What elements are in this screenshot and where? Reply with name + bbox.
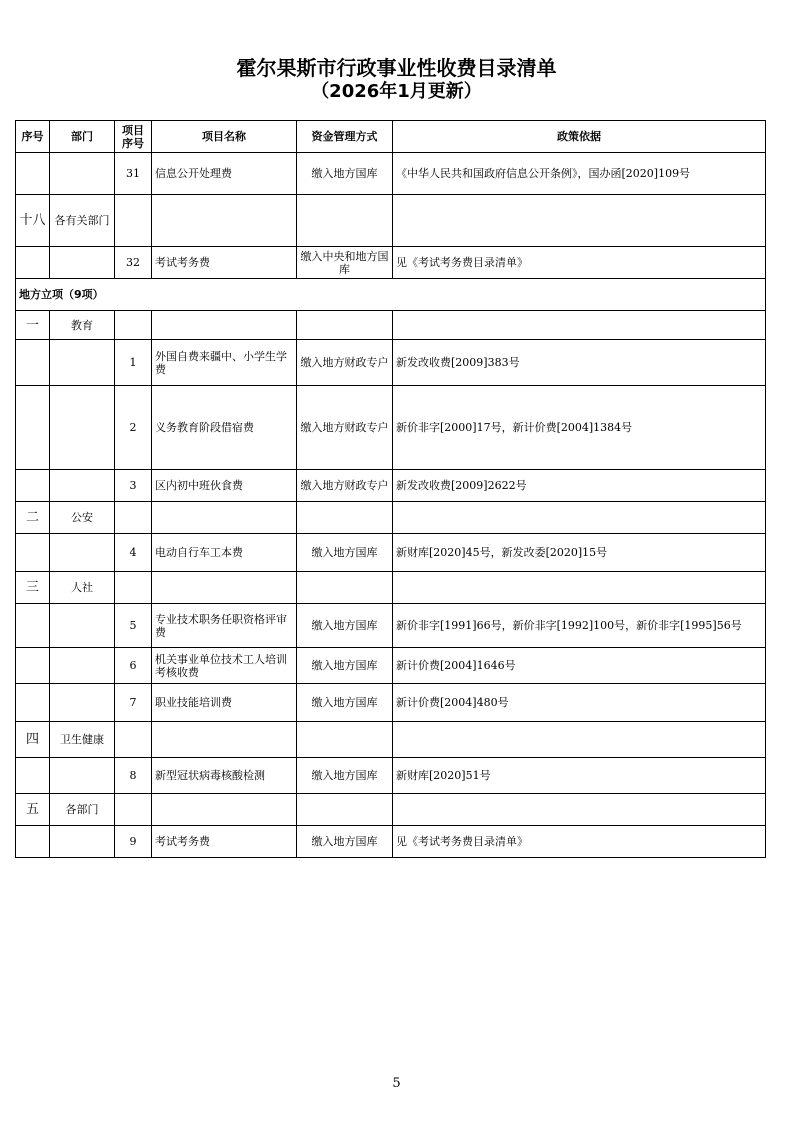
cell-basis: 见《考试考务费目录清单》 (393, 247, 766, 279)
cell-item-no: 8 (115, 758, 152, 794)
cell-dept: 各有关部门 (50, 195, 115, 247)
cell-seq (16, 153, 50, 195)
cell-item-no (115, 195, 152, 247)
cell-mgmt: 缴入地方国库 (297, 153, 393, 195)
cell-dept (50, 648, 115, 684)
table-row (16, 195, 766, 247)
cell-item-no: 31 (115, 153, 152, 195)
table-row (16, 648, 766, 684)
cell-seq (16, 247, 50, 279)
cell-basis: 见《考试考务费目录清单》 (393, 826, 766, 858)
table-row (16, 153, 766, 195)
cell-name: 职业技能培训费 (152, 684, 297, 722)
cell-basis: 新财库[2020]51号 (393, 758, 766, 794)
cell-mgmt (297, 722, 393, 758)
page-number: 5 (392, 1076, 401, 1091)
cell-item-no: 7 (115, 684, 152, 722)
cell-basis (393, 572, 766, 604)
cell-dept: 教育 (50, 311, 115, 340)
cell-seq: 四 (16, 722, 50, 758)
header-seq: 序号 (16, 121, 50, 153)
cell-name: 外国自费来疆中、小学生学费 (152, 340, 297, 386)
header-basis: 政策依据 (393, 121, 766, 153)
cell-name (152, 502, 297, 534)
table-row (16, 534, 766, 572)
cell-name: 电动自行车工本费 (152, 534, 297, 572)
cell-mgmt: 缴入地方财政专户 (297, 470, 393, 502)
cell-item-no (115, 794, 152, 826)
cell-dept: 人社 (50, 572, 115, 604)
cell-basis: 新价非字[2000]17号，新计价费[2004]1384号 (393, 386, 766, 470)
header-mgmt: 资金管理方式 (297, 121, 393, 153)
cell-basis (393, 195, 766, 247)
cell-mgmt: 缴入地方国库 (297, 684, 393, 722)
document-title: 霍尔果斯市行政事业性收费目录清单 (236, 56, 557, 80)
cell-seq (16, 534, 50, 572)
cell-mgmt: 缴入地方国库 (297, 648, 393, 684)
cell-dept (50, 534, 115, 572)
cell-dept (50, 386, 115, 470)
cell-seq (16, 684, 50, 722)
cell-item-no: 5 (115, 604, 152, 648)
cell-basis (393, 311, 766, 340)
cell-seq: 十八 (16, 195, 50, 247)
table-row (16, 340, 766, 386)
table-row (16, 826, 766, 858)
cell-seq (16, 826, 50, 858)
cell-mgmt (297, 195, 393, 247)
cell-basis (393, 794, 766, 826)
cell-basis: 新发改收费[2009]383号 (393, 340, 766, 386)
cell-item-no: 4 (115, 534, 152, 572)
cell-name (152, 722, 297, 758)
cell-name (152, 572, 297, 604)
cell-dept (50, 684, 115, 722)
cell-mgmt: 缴入地方国库 (297, 758, 393, 794)
cell-dept (50, 470, 115, 502)
cell-dept (50, 247, 115, 279)
cell-item-no: 9 (115, 826, 152, 858)
cell-seq (16, 470, 50, 502)
table-row (16, 572, 766, 604)
cell-name: 新型冠状病毒核酸检测 (152, 758, 297, 794)
section-label: 地方立项（9项） (16, 279, 766, 311)
cell-mgmt: 缴入地方国库 (297, 826, 393, 858)
section-row (16, 279, 766, 311)
cell-seq (16, 758, 50, 794)
cell-mgmt: 缴入中央和地方国库 (297, 247, 393, 279)
cell-seq (16, 340, 50, 386)
table-row (16, 311, 766, 340)
fee-table (15, 120, 766, 858)
document-subtitle: （2026年1月更新） (311, 81, 482, 102)
table-row (16, 386, 766, 470)
cell-name: 专业技术职务任职资格评审费 (152, 604, 297, 648)
cell-basis: 新计价费[2004]1646号 (393, 648, 766, 684)
cell-seq: 二 (16, 502, 50, 534)
table-row (16, 722, 766, 758)
cell-seq (16, 604, 50, 648)
cell-mgmt: 缴入地方国库 (297, 604, 393, 648)
cell-name: 信息公开处理费 (152, 153, 297, 195)
cell-name (152, 794, 297, 826)
cell-name: 考试考务费 (152, 826, 297, 858)
cell-basis: 新财库[2020]45号，新发改委[2020]15号 (393, 534, 766, 572)
cell-item-no: 1 (115, 340, 152, 386)
cell-item-no: 32 (115, 247, 152, 279)
cell-item-no (115, 311, 152, 340)
table-row (16, 604, 766, 648)
cell-mgmt (297, 572, 393, 604)
cell-dept (50, 340, 115, 386)
header-dept: 部门 (50, 121, 115, 153)
table-row (16, 684, 766, 722)
cell-dept (50, 826, 115, 858)
cell-basis: 新计价费[2004]480号 (393, 684, 766, 722)
cell-mgmt: 缴入地方财政专户 (297, 386, 393, 470)
cell-seq: 三 (16, 572, 50, 604)
cell-seq (16, 648, 50, 684)
cell-item-no (115, 572, 152, 604)
cell-mgmt: 缴入地方财政专户 (297, 340, 393, 386)
cell-name: 机关事业单位技术工人培训考核收费 (152, 648, 297, 684)
table-row (16, 247, 766, 279)
cell-mgmt (297, 794, 393, 826)
table-row (16, 470, 766, 502)
cell-name: 义务教育阶段借宿费 (152, 386, 297, 470)
cell-item-no: 2 (115, 386, 152, 470)
cell-basis: 新价非字[1991]66号，新价非字[1992]100号，新价非字[1995]56号 (393, 604, 766, 648)
cell-mgmt (297, 502, 393, 534)
cell-basis (393, 502, 766, 534)
cell-dept (50, 758, 115, 794)
cell-item-no: 3 (115, 470, 152, 502)
cell-dept: 公安 (50, 502, 115, 534)
table-row (16, 502, 766, 534)
cell-mgmt (297, 311, 393, 340)
cell-name (152, 195, 297, 247)
cell-item-no (115, 722, 152, 758)
cell-name (152, 311, 297, 340)
cell-seq (16, 386, 50, 470)
table-row (16, 758, 766, 794)
cell-dept: 卫生健康 (50, 722, 115, 758)
cell-item-no: 6 (115, 648, 152, 684)
cell-seq: 一 (16, 311, 50, 340)
cell-basis (393, 722, 766, 758)
cell-seq: 五 (16, 794, 50, 826)
cell-name: 考试考务费 (152, 247, 297, 279)
header-item-no: 项目序号 (115, 121, 152, 153)
cell-basis: 新发改收费[2009]2622号 (393, 470, 766, 502)
cell-item-no (115, 502, 152, 534)
cell-name: 区内初中班伙食费 (152, 470, 297, 502)
header-name: 项目名称 (152, 121, 297, 153)
table-row (16, 794, 766, 826)
cell-basis: 《中华人民共和国政府信息公开条例》，国办函[2020]109号 (393, 153, 766, 195)
header-row (16, 121, 766, 153)
cell-dept (50, 153, 115, 195)
cell-dept (50, 604, 115, 648)
cell-mgmt: 缴入地方国库 (297, 534, 393, 572)
cell-dept: 各部门 (50, 794, 115, 826)
